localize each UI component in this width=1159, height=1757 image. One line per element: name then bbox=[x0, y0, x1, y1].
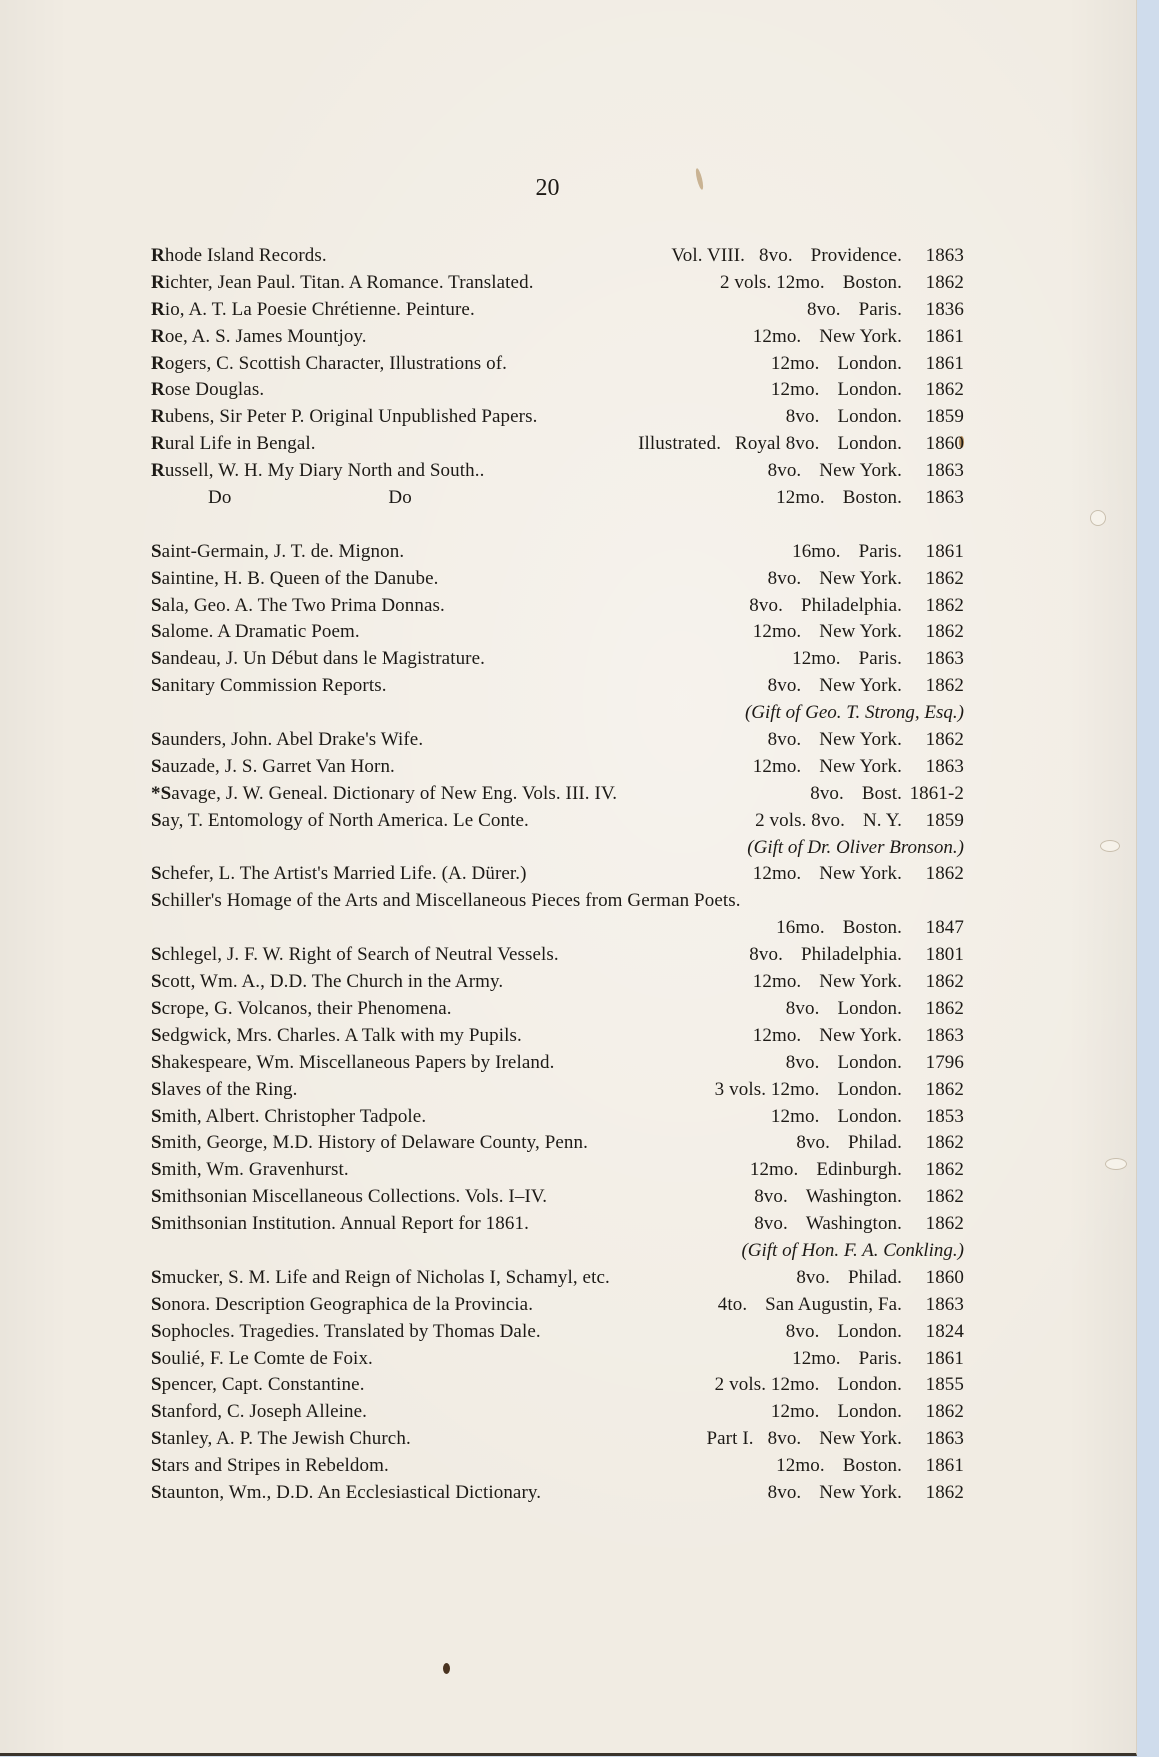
catalog-entry bbox=[151, 1050, 964, 1077]
entry-format: 8vo. bbox=[754, 1213, 788, 1235]
entry-format: 8vo. bbox=[785, 1320, 820, 1342]
entry-text: crope, G. Volcanos, their Phenomena. bbox=[161, 997, 452, 1019]
entry-initial: R bbox=[151, 245, 165, 266]
catalog-entry bbox=[151, 1077, 964, 1104]
catalog-entry bbox=[151, 1346, 964, 1373]
catalog-entry bbox=[151, 1130, 964, 1157]
entry-text: ophocles. Tragedies. Translated by Thomas Dale. bbox=[161, 1320, 541, 1342]
entry-place: New York. bbox=[819, 1481, 902, 1503]
entry-initial: S bbox=[151, 944, 162, 966]
entry-format: 12mo. bbox=[776, 1455, 825, 1477]
entry-place: London. bbox=[837, 1051, 902, 1073]
entry-initial: S bbox=[151, 1078, 162, 1100]
entry-text: cott, Wm. A., D.D. The Church in the Army. bbox=[161, 971, 504, 993]
catalog-entry bbox=[151, 539, 964, 566]
entry-text: mith, Wm. Gravenhurst. bbox=[161, 1159, 349, 1181]
entry-place: Boston. bbox=[842, 271, 902, 293]
entry-year: 1862 bbox=[925, 971, 964, 993]
section-gap bbox=[151, 512, 964, 539]
entry-initial: S bbox=[151, 1374, 162, 1396]
entry-text: aint-Germain, J. T. de. Mignon. bbox=[161, 540, 405, 562]
entry-format: 4to. bbox=[717, 1293, 748, 1315]
entry-initial: S bbox=[151, 1105, 162, 1127]
entry-place: Paris. bbox=[858, 648, 902, 670]
entry-text: taunton, Wm., D.D. An Ecclesiastical Dictionary. bbox=[161, 1481, 542, 1503]
catalog-group-s2 bbox=[151, 727, 964, 835]
gift-note: (Gift of Hon. F. A. Conkling.) bbox=[741, 1239, 964, 1261]
catalog-entry bbox=[151, 861, 964, 888]
entry-place: Paris. bbox=[858, 298, 902, 320]
entry-text: tars and Stripes in Rebeldom. bbox=[161, 1455, 389, 1477]
entry-year: 1796 bbox=[925, 1051, 964, 1073]
catalog-entry bbox=[151, 754, 964, 781]
entry-place: London. bbox=[837, 1401, 902, 1423]
entry-place: Philadelphia. bbox=[800, 944, 902, 966]
entry-extra: Vol. VIII. bbox=[671, 245, 746, 266]
entry-year: 1862 bbox=[925, 1481, 964, 1503]
catalog-group-s5 bbox=[151, 1265, 964, 1507]
entry-initial: S bbox=[151, 675, 162, 697]
entry-year: 1863 bbox=[925, 1024, 964, 1046]
entry-initial: S bbox=[151, 890, 162, 912]
entry-text: mithsonian Miscellaneous Collections. Vols. I–IV. bbox=[161, 1186, 548, 1208]
binding-hole bbox=[1105, 1158, 1127, 1170]
entry-text: avage, J. W. Geneal. Dictionary of New Eng. Vols. III. IV. bbox=[171, 782, 618, 804]
entry-format: 12mo. bbox=[776, 487, 825, 509]
entry-place: Washington. bbox=[805, 1213, 902, 1235]
entry-initial: S bbox=[151, 1213, 162, 1235]
entry-format: 12mo. bbox=[770, 1105, 820, 1127]
catalog-entry bbox=[151, 1265, 964, 1292]
entry-year: 1861 bbox=[925, 352, 964, 374]
catalog-entry bbox=[151, 593, 964, 620]
catalog-entry bbox=[151, 1104, 964, 1131]
entry-place: Paris. bbox=[858, 540, 902, 562]
catalog-entry bbox=[151, 297, 964, 324]
entry-format: Royal 8vo. bbox=[735, 433, 820, 455]
page-number: 20 bbox=[535, 175, 560, 201]
entry-format: 8vo. bbox=[759, 245, 793, 266]
entry-year: 1861 bbox=[925, 1347, 964, 1369]
entry-initial: S bbox=[151, 648, 162, 670]
entry-format: 16mo. bbox=[792, 540, 841, 562]
entry-place: New York. bbox=[819, 1428, 902, 1450]
entry-initial: S bbox=[151, 1159, 162, 1181]
entry-initial: R bbox=[151, 406, 165, 428]
entry-text: chlegel, J. F. W. Right of Search of Neutral Vessels. bbox=[161, 944, 559, 966]
entry-year: 1862 bbox=[925, 997, 964, 1019]
catalog-entry bbox=[151, 566, 964, 593]
entry-extra: Illustrated. bbox=[638, 433, 722, 455]
entry-text: ichter, Jean Paul. Titan. A Romance. Translated. bbox=[164, 271, 534, 293]
entry-format: 8vo. bbox=[785, 406, 820, 428]
catalog-entry-schiller bbox=[151, 888, 964, 915]
entry-year: 1863 bbox=[925, 487, 964, 509]
entry-place: Philadelphia. bbox=[800, 594, 902, 616]
entry-place: London. bbox=[837, 997, 902, 1019]
entry-year: 1859 bbox=[925, 406, 964, 428]
catalog-entry bbox=[151, 781, 964, 808]
entry-place: New York. bbox=[819, 863, 902, 885]
entry-year: 1863 bbox=[925, 648, 964, 670]
entry-year: 1860 bbox=[925, 1266, 964, 1288]
entry-format: 8vo. bbox=[767, 1428, 802, 1450]
entry-format: 8vo. bbox=[785, 1051, 820, 1073]
entry-place: London. bbox=[837, 1078, 902, 1100]
entry-place: New York. bbox=[819, 460, 902, 482]
catalog-entry bbox=[151, 1023, 964, 1050]
entry-initial: S bbox=[151, 1293, 162, 1315]
entry-year: 1862 bbox=[925, 1078, 964, 1100]
entry-format: 12mo. bbox=[770, 379, 820, 401]
ditto-title: Do bbox=[388, 487, 412, 509]
entry-year: 1862 bbox=[925, 379, 964, 401]
entry-initial: S bbox=[151, 1024, 162, 1046]
catalog-group-s3 bbox=[151, 861, 964, 888]
catalog-entry bbox=[151, 942, 964, 969]
entry-format: 12mo. bbox=[770, 1401, 820, 1423]
entry-format: 8vo. bbox=[749, 594, 783, 616]
entry-year: 1862 bbox=[925, 271, 964, 293]
entry-year: 1860 bbox=[925, 433, 964, 455]
catalog-entry bbox=[151, 1372, 964, 1399]
catalog-group-s1 bbox=[151, 539, 964, 700]
entry-place: New York. bbox=[819, 1024, 902, 1046]
entry-initial: S bbox=[151, 594, 162, 616]
entry-place: Philad. bbox=[847, 1266, 902, 1288]
entry-year: 1862 bbox=[925, 1186, 964, 1208]
catalog-entry-ditto bbox=[151, 485, 964, 512]
entry-initial: S bbox=[151, 1428, 162, 1450]
entry-place: New York. bbox=[819, 567, 902, 589]
catalog-entry bbox=[151, 673, 964, 700]
entry-place: San Augustin, Fa. bbox=[765, 1293, 902, 1315]
entry-format: 8vo. bbox=[806, 298, 841, 320]
catalog-list bbox=[151, 243, 964, 1507]
catalog-entry bbox=[151, 1211, 964, 1238]
entry-format: 12mo. bbox=[752, 755, 802, 777]
entry-place: New York. bbox=[819, 755, 902, 777]
entry-text: laves of the Ring. bbox=[161, 1078, 298, 1100]
catalog-entry bbox=[151, 1399, 964, 1426]
entry-text: tanley, A. P. The Jewish Church. bbox=[161, 1428, 411, 1450]
entry-place: Providence. bbox=[810, 245, 902, 266]
entry-year: 1862 bbox=[925, 1401, 964, 1423]
entry-text: oulié, F. Le Comte de Foix. bbox=[161, 1347, 373, 1369]
entry-place: New York. bbox=[819, 729, 902, 751]
entry-format: 8vo. bbox=[796, 1132, 830, 1154]
entry-year: 1862 bbox=[925, 594, 964, 616]
catalog-entry bbox=[151, 1157, 964, 1184]
catalog-entry bbox=[151, 1319, 964, 1346]
catalog-entry bbox=[151, 377, 964, 404]
entry-format: 8vo. bbox=[785, 997, 820, 1019]
entry-year: 1862 bbox=[925, 729, 964, 751]
entry-year: 1853 bbox=[925, 1105, 964, 1127]
entry-place: Paris. bbox=[858, 1347, 902, 1369]
entry-initial: S bbox=[151, 971, 162, 993]
entry-initial: S bbox=[151, 1266, 162, 1288]
entry-year: 1861-2 bbox=[909, 782, 964, 804]
entry-initial: S bbox=[151, 809, 162, 831]
catalog-entry bbox=[151, 1480, 964, 1507]
entry-text: ala, Geo. A. The Two Prima Donnas. bbox=[161, 594, 445, 616]
entry-text: tanford, C. Joseph Alleine. bbox=[161, 1401, 368, 1423]
entry-year: 1862 bbox=[925, 675, 964, 697]
catalog-entry bbox=[151, 458, 964, 485]
catalog-entry bbox=[151, 727, 964, 754]
entry-text: andeau, J. Un Début dans le Magistrature. bbox=[161, 648, 485, 670]
entry-text: chiller's Homage of the Arts and Miscellaneous Pieces from German Poets. bbox=[161, 890, 741, 912]
entry-format: 12mo. bbox=[752, 1024, 802, 1046]
entry-initial: R bbox=[151, 325, 165, 347]
gift-note: (Gift of Dr. Oliver Bronson.) bbox=[747, 836, 964, 858]
binding-hole bbox=[1100, 840, 1120, 852]
entry-place: Philad. bbox=[847, 1132, 902, 1154]
entry-place: London. bbox=[837, 352, 902, 374]
entry-year: 1861 bbox=[925, 325, 964, 347]
entry-initial: R bbox=[151, 379, 165, 401]
binding-hole bbox=[1090, 510, 1106, 526]
entry-format: 8vo. bbox=[754, 1186, 788, 1208]
catalog-entry bbox=[151, 1184, 964, 1211]
catalog-entry bbox=[151, 1292, 964, 1319]
entry-text: mucker, S. M. Life and Reign of Nicholas I, Schamyl, etc. bbox=[161, 1266, 610, 1288]
entry-text: onora. Description Geographica de la Provincia. bbox=[161, 1293, 534, 1315]
entry-place: London. bbox=[837, 433, 902, 455]
entry-place: Bost. bbox=[861, 782, 902, 804]
entry-text: mith, Albert. Christopher Tadpole. bbox=[161, 1105, 427, 1127]
catalog-entry bbox=[151, 996, 964, 1023]
entry-extra: Part I. bbox=[706, 1428, 754, 1450]
entry-format: 12mo. bbox=[792, 1347, 841, 1369]
entry-place: London. bbox=[837, 1320, 902, 1342]
entry-year: 1862 bbox=[925, 1132, 964, 1154]
catalog-entry bbox=[151, 351, 964, 378]
catalog-entry bbox=[151, 1453, 964, 1480]
entry-format: 8vo. bbox=[767, 460, 802, 482]
entry-text: mithsonian Institution. Annual Report for 1861. bbox=[161, 1213, 529, 1235]
entry-place: Washington. bbox=[805, 1186, 902, 1208]
entry-year: 1847 bbox=[925, 917, 964, 939]
catalog-entry bbox=[151, 431, 964, 458]
catalog-entry bbox=[151, 404, 964, 431]
entry-initial: S bbox=[151, 1455, 162, 1477]
entry-format: 12mo. bbox=[749, 1159, 799, 1181]
entry-initial: R bbox=[151, 460, 165, 482]
catalog-entry bbox=[151, 243, 964, 270]
catalog-entry bbox=[151, 808, 964, 835]
catalog-group-s4 bbox=[151, 942, 964, 1238]
entry-year: 1824 bbox=[925, 1320, 964, 1342]
entry-place: New York. bbox=[819, 675, 902, 697]
entry-format: 12mo. bbox=[752, 971, 802, 993]
entry-text: io, A. T. La Poesie Chrétienne. Peinture. bbox=[164, 298, 475, 320]
catalog-entry bbox=[151, 969, 964, 996]
entry-format: 12mo. bbox=[752, 621, 802, 643]
entry-place: New York. bbox=[819, 325, 902, 347]
entry-format: 8vo. bbox=[749, 944, 783, 966]
entry-place: Boston. bbox=[842, 917, 902, 939]
entry-year: 1862 bbox=[925, 863, 964, 885]
catalog-group-r bbox=[151, 243, 964, 485]
entry-text: chefer, L. The Artist's Married Life. (A. Dürer.) bbox=[161, 863, 527, 885]
entry-format: 16mo. bbox=[776, 917, 825, 939]
catalog-entry bbox=[151, 1426, 964, 1453]
entry-initial: R bbox=[151, 298, 165, 320]
entry-initial: S bbox=[151, 540, 162, 562]
entry-text: hakespeare, Wm. Miscellaneous Papers by Ireland. bbox=[161, 1051, 555, 1073]
entry-initial: S bbox=[151, 729, 162, 751]
catalog-entry bbox=[151, 619, 964, 646]
entry-place: Boston. bbox=[842, 1455, 902, 1477]
entry-text: ogers, C. Scottish Character, Illustrations of. bbox=[164, 352, 508, 374]
entry-year: 1859 bbox=[925, 809, 964, 831]
entry-format: 3 vols. 12mo. bbox=[714, 1078, 820, 1100]
entry-text: ose Douglas. bbox=[164, 379, 265, 401]
entry-text: oe, A. S. James Mountjoy. bbox=[164, 325, 367, 347]
entry-format: 2 vols. 12mo. bbox=[719, 271, 825, 293]
entry-initial: S bbox=[151, 997, 162, 1019]
entry-initial: S bbox=[151, 1132, 162, 1154]
entry-text: auzade, J. S. Garret Van Horn. bbox=[161, 755, 395, 777]
entry-format: 2 vols. 8vo. bbox=[755, 809, 845, 831]
entry-place: New York. bbox=[819, 621, 902, 643]
entry-text: anitary Commission Reports. bbox=[161, 675, 387, 697]
entry-place: London. bbox=[837, 1105, 902, 1127]
entry-format: 8vo. bbox=[796, 1266, 830, 1288]
entry-year: 1863 bbox=[925, 245, 964, 266]
entry-year: 1855 bbox=[925, 1374, 964, 1396]
entry-text: alome. A Dramatic Poem. bbox=[161, 621, 360, 643]
catalog-entry bbox=[151, 324, 964, 351]
entry-initial: *S bbox=[151, 782, 172, 804]
entry-initial: S bbox=[151, 1186, 162, 1208]
ditto-author: Do bbox=[208, 487, 232, 509]
entry-text: ussell, W. H. My Diary North and South.. bbox=[164, 460, 485, 482]
entry-initial: S bbox=[151, 567, 162, 589]
entry-year: 1863 bbox=[925, 755, 964, 777]
entry-place: N. Y. bbox=[862, 809, 902, 831]
entry-format: 8vo. bbox=[810, 782, 844, 804]
entry-format: 12mo. bbox=[752, 325, 802, 347]
entry-format: 2 vols. 12mo. bbox=[714, 1374, 820, 1396]
entry-text: hode Island Records. bbox=[164, 245, 327, 266]
entry-format: 12mo. bbox=[792, 648, 841, 670]
entry-year: 1801 bbox=[925, 944, 964, 966]
catalog-entry-schiller-imprint bbox=[151, 915, 964, 942]
entry-text: edgwick, Mrs. Charles. A Talk with my Pupils. bbox=[161, 1024, 522, 1046]
entry-place: Boston. bbox=[842, 487, 902, 509]
entry-initial: R bbox=[151, 433, 165, 455]
entry-text: ural Life in Bengal. bbox=[164, 433, 316, 455]
entry-initial: S bbox=[151, 863, 162, 885]
catalog-entry bbox=[151, 646, 964, 673]
ink-spot bbox=[443, 1663, 450, 1674]
entry-year: 1836 bbox=[925, 298, 964, 320]
entry-text: aintine, H. B. Queen of the Danube. bbox=[161, 567, 439, 589]
entry-place: Edinburgh. bbox=[816, 1159, 902, 1181]
entry-format: 12mo. bbox=[770, 352, 820, 374]
entry-initial: R bbox=[151, 271, 165, 293]
entry-year: 1862 bbox=[925, 567, 964, 589]
entry-year: 1861 bbox=[925, 540, 964, 562]
entry-format: 12mo. bbox=[752, 863, 802, 885]
entry-year: 1862 bbox=[925, 621, 964, 643]
entry-text: ay, T. Entomology of North America. Le Conte. bbox=[161, 809, 529, 831]
entry-year: 1861 bbox=[925, 1455, 964, 1477]
entry-initial: S bbox=[151, 1401, 162, 1423]
entry-initial: S bbox=[151, 621, 162, 643]
entry-text: aunders, John. Abel Drake's Wife. bbox=[161, 729, 424, 751]
entry-text: pencer, Capt. Constantine. bbox=[161, 1374, 365, 1396]
entry-year: 1863 bbox=[925, 1428, 964, 1450]
entry-initial: R bbox=[151, 352, 165, 374]
entry-year: 1862 bbox=[925, 1159, 964, 1181]
entry-initial: S bbox=[151, 755, 162, 777]
entry-place: London. bbox=[837, 379, 902, 401]
entry-format: 8vo. bbox=[767, 1481, 802, 1503]
entry-place: London. bbox=[837, 1374, 902, 1396]
entry-year: 1862 bbox=[925, 1213, 964, 1235]
entry-place: London. bbox=[837, 406, 902, 428]
entry-initial: S bbox=[151, 1481, 162, 1503]
entry-format: 8vo. bbox=[767, 567, 802, 589]
entry-initial: S bbox=[151, 1051, 162, 1073]
entry-format: 8vo. bbox=[767, 675, 802, 697]
entry-initial: S bbox=[151, 1320, 162, 1342]
catalog-entry bbox=[151, 270, 964, 297]
entry-text: mith, George, M.D. History of Delaware County, Penn. bbox=[161, 1132, 588, 1154]
entry-year: 1863 bbox=[925, 460, 964, 482]
entry-initial: S bbox=[151, 1347, 162, 1369]
entry-format: 8vo. bbox=[767, 729, 802, 751]
entry-place: New York. bbox=[819, 971, 902, 993]
entry-year: 1863 bbox=[925, 1293, 964, 1315]
gift-note: (Gift of Geo. T. Strong, Esq.) bbox=[744, 702, 964, 724]
entry-text: ubens, Sir Peter P. Original Unpublished Papers. bbox=[164, 406, 538, 428]
